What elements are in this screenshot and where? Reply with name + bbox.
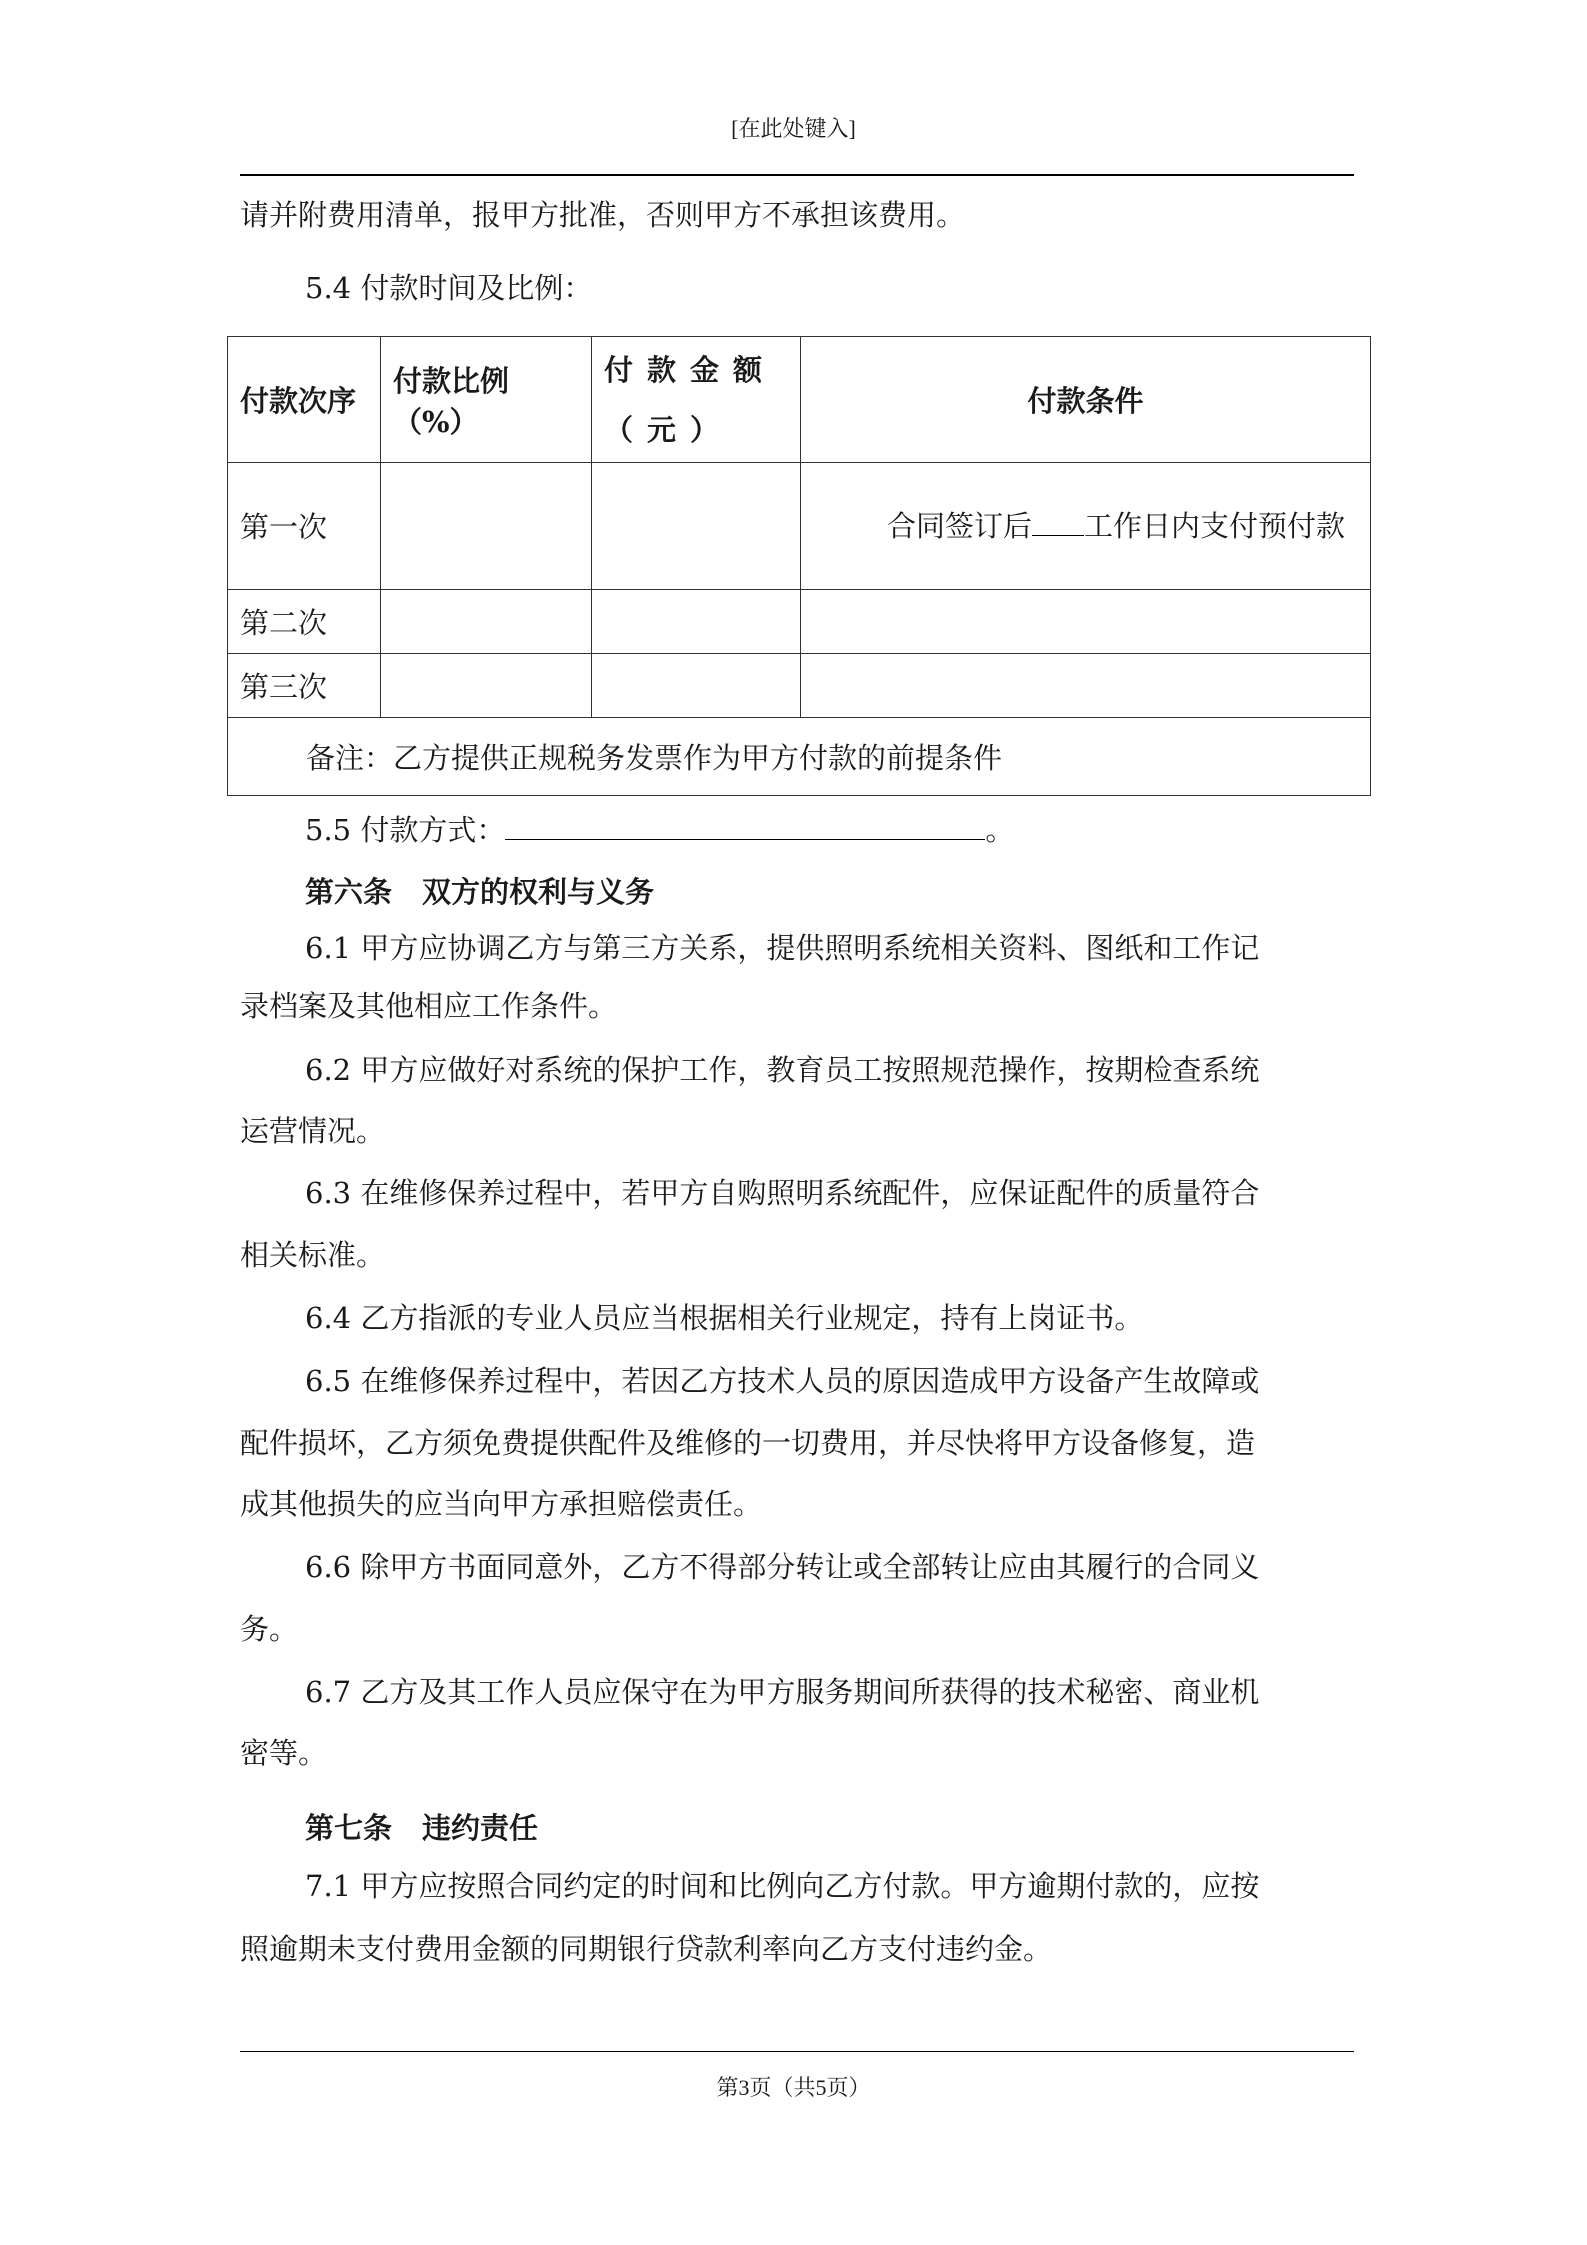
paragraph-continued: 请并附费用清单，报甲方批准，否则甲方不承担该费用。 bbox=[240, 198, 966, 232]
article-7-title bbox=[305, 1808, 1425, 1848]
condition-text-pre: 合同签订后 bbox=[887, 508, 1033, 543]
cell-amount[interactable] bbox=[592, 463, 801, 589]
clause-6-6-line1: 6.6 除甲方书面同意外，乙方不得部分转让或全部转让应由其履行的合同义 bbox=[305, 1550, 1260, 1584]
clause-6-5-line2: 配件损坏，乙方须免费提供配件及维修的一切费用，并尽快将甲方设备修复，造 bbox=[240, 1426, 1256, 1460]
clause-5-4: 5.4 付款时间及比例： bbox=[305, 271, 593, 305]
clause-5-5-label: 5.5 付款方式： bbox=[305, 813, 506, 847]
clause-6-5-line1: 6.5 在维修保养过程中，若因乙方技术人员的原因造成甲方设备产生故障或 bbox=[305, 1364, 1260, 1398]
clause-6-7-line1: 6.7 乙方及其工作人员应保守在为甲方服务期间所获得的技术秘密、商业机 bbox=[305, 1675, 1260, 1709]
table-row bbox=[228, 463, 1371, 589]
clause-6-3-line2: 相关标准。 bbox=[240, 1238, 386, 1272]
clause-7-1-line2: 照逾期未支付费用金额的同期银行贷款利率向乙方支付违约金。 bbox=[240, 1932, 1053, 1966]
header-payment-ratio: 付款比例（%） bbox=[381, 337, 592, 463]
footer-divider bbox=[240, 2051, 1354, 2052]
article-6-name: 双方的权利与义务 bbox=[422, 875, 655, 909]
cell-seq: 第二次 bbox=[228, 589, 381, 653]
payment-schedule-table bbox=[227, 336, 1371, 796]
table-note-row bbox=[228, 717, 1371, 795]
table-row bbox=[228, 653, 1371, 717]
payment-method-blank[interactable] bbox=[505, 811, 985, 840]
article-7-name: 违约责任 bbox=[422, 1811, 539, 1845]
header-divider bbox=[240, 174, 1354, 176]
header-payment-seq: 付款次序 bbox=[228, 337, 381, 463]
condition-text-post: 工作日内支付预付款 bbox=[1084, 508, 1346, 543]
cell-seq: 第三次 bbox=[228, 653, 381, 717]
page-footer: 第3页（共5页） bbox=[716, 2075, 871, 2100]
table-note: 备注：乙方提供正规税务发票作为甲方付款的前提条件 bbox=[228, 717, 1371, 795]
clause-6-5-line3: 成其他损失的应当向甲方承担赔偿责任。 bbox=[240, 1487, 763, 1521]
cell-ratio[interactable] bbox=[381, 463, 592, 589]
cell-condition[interactable] bbox=[801, 589, 1371, 653]
clause-6-7-line2: 密等。 bbox=[240, 1736, 328, 1770]
clause-6-6-line2: 务。 bbox=[240, 1612, 299, 1646]
table-row bbox=[228, 589, 1371, 653]
cell-condition bbox=[801, 463, 1371, 589]
clause-6-1-line2: 录档案及其他相应工作条件。 bbox=[240, 989, 618, 1023]
clause-6-1-line1: 6.1 甲方应协调乙方与第三方关系，提供照明系统相关资料、图纸和工作记 bbox=[305, 931, 1260, 965]
clause-6-4: 6.4 乙方指派的专业人员应当根据相关行业规定，持有上岗证书。 bbox=[305, 1301, 1144, 1335]
clause-6-3-line1: 6.3 在维修保养过程中，若甲方自购照明系统配件，应保证配件的质量符合 bbox=[305, 1176, 1260, 1210]
cell-amount[interactable] bbox=[592, 653, 801, 717]
clause-5-5 bbox=[305, 810, 1425, 850]
clause-6-2-line1: 6.2 甲方应做好对系统的保护工作，教育员工按照规范操作，按期检查系统 bbox=[305, 1053, 1260, 1087]
table-header-row bbox=[228, 337, 1371, 463]
cell-ratio[interactable] bbox=[381, 589, 592, 653]
cell-ratio[interactable] bbox=[381, 653, 592, 717]
workdays-blank[interactable] bbox=[1032, 507, 1084, 536]
article-6-number: 第六条 bbox=[305, 875, 393, 909]
header-payment-amount: 付款金额（元） bbox=[592, 337, 801, 463]
cell-amount[interactable] bbox=[592, 589, 801, 653]
article-6-title bbox=[305, 872, 1425, 912]
header-payment-condition: 付款条件 bbox=[801, 337, 1371, 463]
clause-6-2-line2: 运营情况。 bbox=[240, 1114, 386, 1148]
cell-seq: 第一次 bbox=[228, 463, 381, 589]
clause-5-5-end: 。 bbox=[985, 813, 1015, 847]
article-7-number: 第七条 bbox=[305, 1811, 393, 1845]
cell-condition[interactable] bbox=[801, 653, 1371, 717]
clause-7-1-line1: 7.1 甲方应按照合同约定的时间和比例向乙方付款。甲方逾期付款的，应按 bbox=[305, 1869, 1260, 1903]
page-header: [在此处键入] bbox=[731, 116, 856, 141]
